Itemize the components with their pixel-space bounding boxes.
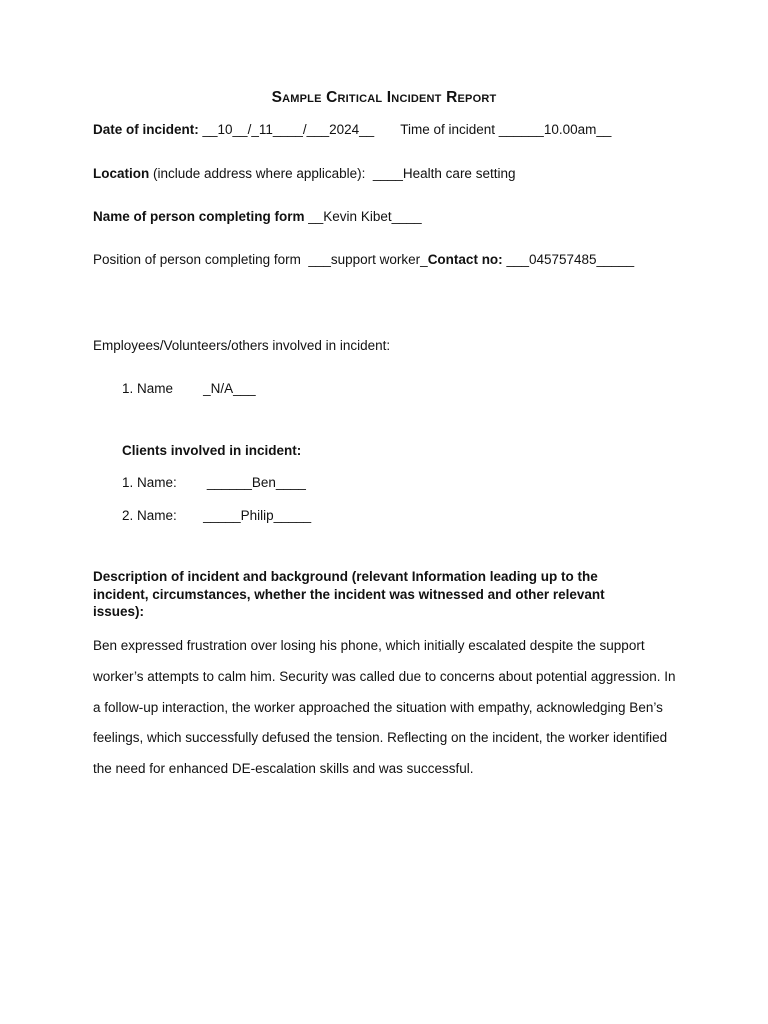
position-contact-row	[93, 251, 634, 268]
date-value: __10__/_11____/___2024__	[198, 122, 375, 137]
employee-name-label: Name	[137, 381, 174, 396]
client-name-value: _____Philip_____	[203, 508, 312, 523]
position-label: Position of person completing form	[93, 252, 301, 267]
date-label: Date of incident:	[93, 122, 199, 137]
description-label: Description of incident and background (relevant Information leading up to the incident, circumstances, whether the incident was witnessed and other relevant issues):	[93, 569, 605, 619]
employee-item	[122, 380, 256, 397]
client-item	[122, 507, 311, 524]
contact-label: Contact no:	[427, 252, 503, 267]
name-label: Name of person completing form	[93, 209, 305, 224]
description-text: Ben expressed frustration over losing his phone, which initially escalated despite the support worker’s attempts to calm him. Security was called due to concerns about potential aggression. In a follow-up interaction, the worker approached the situation with empathy, acknowledging Ben’s feelings, which successfully defused the tension. Reflecting on the incident, the worker identified the need for enhanced DE-escalation skills and was successful.	[93, 638, 676, 777]
client-num: 1.	[122, 475, 134, 490]
location-row	[93, 165, 515, 182]
client-num: 2.	[122, 508, 134, 523]
name-value: __Kevin Kibet____	[304, 209, 422, 224]
position-value: ___support worker_	[300, 252, 428, 267]
contact-value: ___045757485_____	[502, 252, 635, 267]
location-value: ____Health care setting	[365, 166, 516, 181]
page-title: Sample Critical Incident Report	[271, 89, 497, 106]
client-name-label: Name:	[137, 508, 177, 523]
client-name-value: ______Ben____	[206, 475, 306, 490]
time-label: Time of incident	[400, 122, 496, 137]
employee-name-value: _N/A___	[203, 381, 256, 396]
employee-num: 1.	[122, 381, 134, 396]
client-name-label: Name:	[137, 475, 177, 490]
employees-label: Employees/Volunteers/others involved in incident:	[93, 338, 391, 353]
date-time-row	[93, 121, 611, 138]
client-item	[122, 474, 306, 491]
name-row	[93, 208, 422, 225]
location-label: Location	[93, 166, 150, 181]
clients-label: Clients involved in incident:	[122, 443, 302, 458]
date-time-gap	[374, 122, 400, 137]
location-note: (include address where applicable):	[149, 166, 366, 181]
time-value: ______10.00am__	[495, 122, 612, 137]
